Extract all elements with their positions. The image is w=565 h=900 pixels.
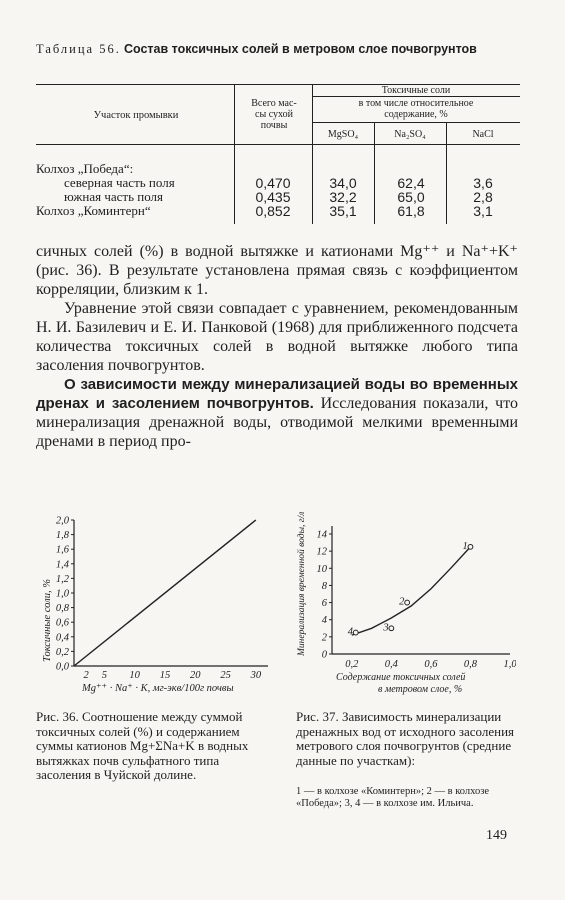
point-label: 3 (383, 622, 389, 634)
y-tick-label: 14 (316, 529, 327, 541)
cell-total: 0,435 (255, 189, 291, 205)
y-tick-label: 0,0 (55, 661, 69, 673)
cell-total: 0,852 (255, 203, 291, 219)
x-tick-label: 30 (250, 670, 262, 681)
y-tick-label: 1,6 (55, 544, 69, 556)
x-tick-label: 15 (159, 670, 171, 681)
x-tick-label: 0,4 (384, 659, 398, 670)
y-tick-label: 1,2 (55, 573, 69, 585)
y-tick-label: 1,0 (55, 588, 69, 600)
y-axis-label: Минерализация временной воды, г/л (297, 511, 307, 656)
figure-37-caption: Рис. 37. Зависимость минерализации дренажных вод от исходного засоления метрового слоя почвогрунтов (средние данные по участкам): (296, 709, 515, 768)
cell-mgso4: 34,0 (329, 175, 357, 191)
x-tick-label: 0,2 (345, 659, 359, 670)
x-tick-label: 5 (101, 670, 107, 681)
x-tick-label: 10 (129, 670, 140, 681)
x-axis-label: Mg⁺⁺ · Na⁺ · K, мг-экв/100г почвы (82, 683, 234, 694)
paragraph: сичных солей (%) в водной вытяжке и катионами Mg⁺⁺ и Na⁺+K⁺ (рис. 36). В результате установлена прямая связь с коэффициентом корреляции, близким к 1. (36, 243, 518, 298)
y-tick-label: 12 (316, 546, 327, 558)
cell-nacl: 2,8 (473, 189, 493, 205)
figure-36-caption: Рис. 36. Соотношение между суммой токсичных солей (%) и содержанием суммы катионов Mg+ΣNa+K в водных вытяжках почв сульфатного типа засоления в Чуйской долине. (36, 709, 249, 782)
x-axis-label: Содержание токсичных солей (336, 672, 466, 683)
x-tick-label: 2 (83, 670, 89, 681)
x-tick-label: 25 (220, 670, 231, 681)
y-tick-label: 1,8 (55, 530, 69, 542)
cell-na2so4: 65,0 (397, 189, 425, 205)
y-tick-label: 0,2 (55, 646, 69, 658)
col-section-header: Участок промывки (93, 110, 179, 121)
x-tick-label: 0,6 (424, 659, 438, 670)
section-heading: О зависимости между минерализацией воды во временных дренах и засолением почвогрунтов. (36, 376, 518, 412)
figure-36 (36, 506, 276, 707)
paragraph (36, 375, 518, 451)
y-tick-label: 0,8 (55, 603, 69, 615)
cell-na2so4: 61,8 (397, 203, 425, 219)
y-tick-label: 0,4 (55, 632, 69, 644)
figure-36-chart (36, 506, 276, 702)
table-caption (36, 42, 516, 56)
y-tick-label: 10 (316, 563, 327, 575)
figure-37 (290, 506, 516, 705)
table-row-label: Колхоз „Коминтерн“ (36, 203, 151, 218)
point-label: 1 (462, 540, 468, 552)
cell-nacl: 3,6 (473, 175, 493, 191)
y-tick-label: 2,0 (55, 515, 69, 527)
cell-total: 0,470 (255, 175, 291, 191)
page-number: 149 (486, 828, 507, 843)
y-tick-label: 2 (321, 632, 327, 644)
table-row-label: северная часть поля (64, 175, 175, 190)
x-tick-label: 20 (190, 670, 201, 681)
table-row-label: Колхоз „Победа“: (36, 161, 134, 176)
salts-table (36, 84, 520, 224)
y-tick-label: 4 (321, 615, 327, 627)
cell-nacl: 3,1 (473, 203, 493, 219)
paragraph: Уравнение этой связи совпадает с уравнением, рекомендованным Н. И. Базилевич и Е. И. Панковой (1968) для приближенного подсчета количества токсичных солей в водной вытяжке любого типа засоления почвогрунтов. (36, 300, 518, 374)
figure-37-note: 1 — в колхозе «Коминтерн»; 2 — в колхозе «Победа»; 3, 4 — в колхозе им. Ильича. (296, 786, 490, 809)
y-tick-label: 6 (321, 598, 327, 610)
point-label: 4 (347, 626, 353, 638)
y-axis-label: Токсичные соли, % (42, 579, 53, 662)
regression-line (74, 520, 256, 666)
paragraph-text: Исследования показали, что минерализация дренажной воды, отводимой мелкими временными дренами в период про- (36, 395, 519, 450)
data-point (389, 626, 394, 631)
data-point (353, 630, 358, 635)
y-tick-label: 0 (321, 649, 327, 661)
y-tick-label: 1,4 (55, 559, 69, 571)
col-total-header: Всего мас- сы сухой почвы (251, 98, 297, 131)
x-axis-label: в метровом слое, % (378, 684, 463, 695)
col-toxic-header: Токсичные соли (381, 85, 451, 96)
table-title: Состав токсичных солей в метровом слое почвогрунтов (123, 42, 477, 56)
data-point (405, 600, 410, 605)
y-tick-label: 8 (321, 580, 327, 592)
body-text (36, 242, 518, 451)
y-tick-label: 0,6 (55, 617, 69, 629)
col-toxic-subheader: в том числе относительное содержание, % (358, 98, 474, 120)
cell-mgso4: 35,1 (329, 203, 357, 219)
x-tick-label: 0,8 (463, 659, 478, 670)
table-row-label: южная часть поля (64, 189, 164, 204)
x-tick-label: 1,0 (503, 659, 516, 670)
table-label: Таблица 56. (36, 42, 121, 56)
data-point (468, 544, 473, 549)
cell-na2so4: 62,4 (397, 175, 425, 191)
figure-37-chart (290, 506, 516, 700)
col-na2so4-header: Na₂SO₄ (394, 129, 426, 140)
point-label: 2 (399, 596, 405, 608)
col-nacl-header: NaCl (472, 129, 494, 140)
col-mgso4-header: MgSO₄ (327, 129, 359, 140)
cell-mgso4: 32,2 (329, 189, 357, 205)
trend-curve (352, 547, 471, 635)
